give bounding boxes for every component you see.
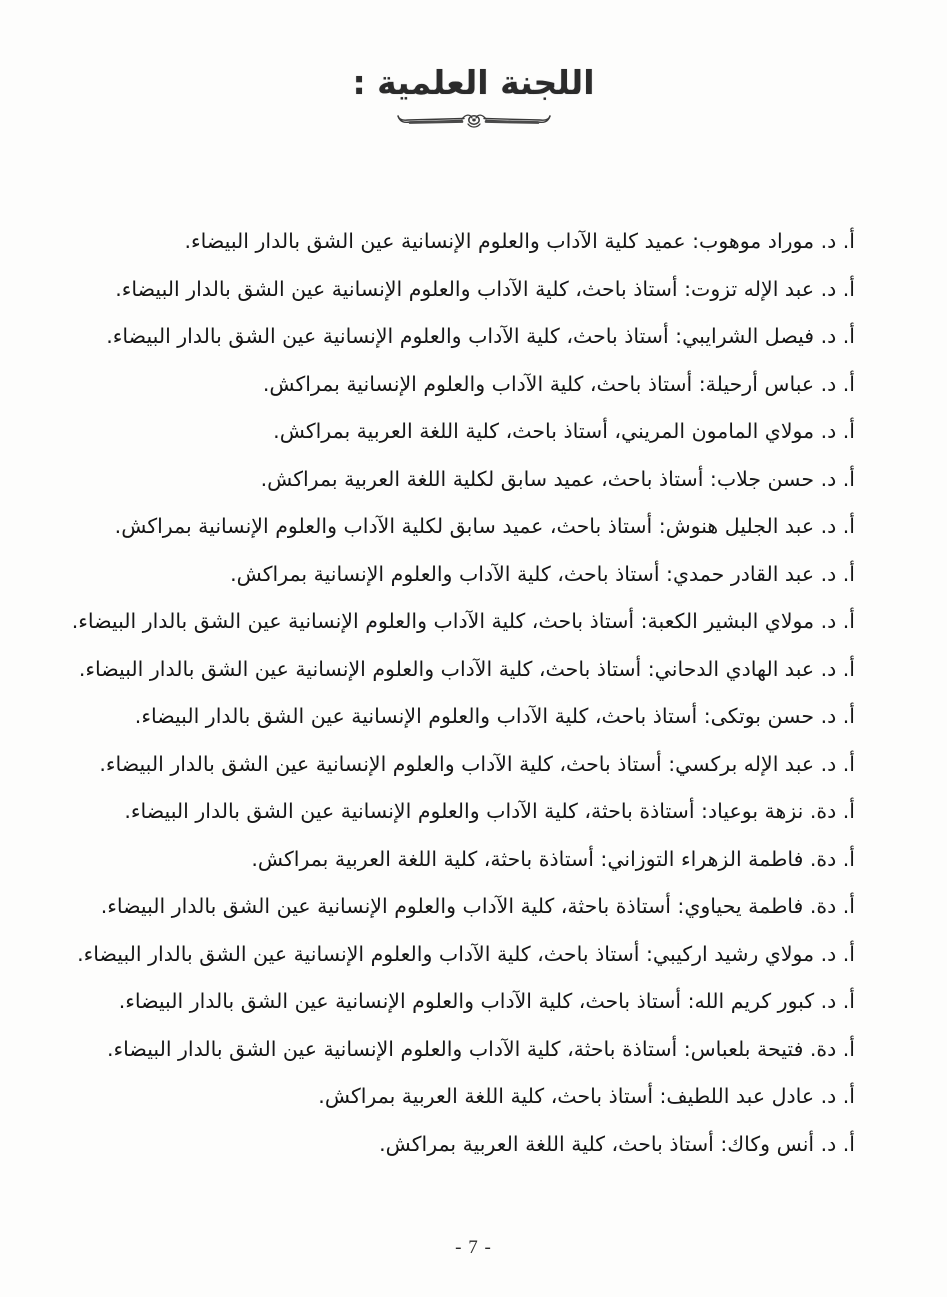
list-item: أ. د. عبد القادر حمدي: أستاذ باحث، كلية الآداب والعلوم الإنسانية بمراكش.: [230, 561, 855, 586]
list-item: أ. د. كبور كريم الله: أستاذ باحث، كلية الآداب والعلوم الإنسانية عين الشق بالدار البيضاء.: [118, 989, 855, 1013]
title-block: [0, 62, 947, 133]
list-item: أ. دة. نزهة بوعياد: أستاذة باحثة، كلية الآداب والعلوم الإنسانية عين الشق بالدار البيضاء.: [124, 799, 855, 823]
page-footer: [0, 1237, 947, 1259]
page-title: اللجنة العلمية :: [352, 63, 595, 102]
list-item: أ. د. مولاي المامون المريني، أستاذ باحث، كلية اللغة العربية بمراكش.: [273, 419, 855, 443]
list-item: أ. د. عباس أرحيلة: أستاذ باحث، كلية الآداب والعلوم الإنسانية بمراكش.: [262, 371, 855, 396]
list-item: أ. د. مولاي رشيد اركيبي: أستاذ باحث، كلية الآداب والعلوم الإنسانية عين الشق بالدار البيضاء.: [77, 941, 855, 966]
list-item: أ. دة. فاطمة يحياوي: أستاذة باحثة، كلية الآداب والعلوم الإنسانية عين الشق بالدار البيضاء.: [100, 894, 855, 918]
list-item: أ. د. حسن بوتكى: أستاذ باحث، كلية الآداب والعلوم الإنسانية عين الشق بالدار البيضاء.: [134, 704, 855, 728]
list-item: أ. د. عادل عبد اللطيف: أستاذ باحث، كلية اللغة العربية بمراكش.: [318, 1084, 855, 1108]
list-item: أ. د. مولاي البشير الكعبة: أستاذ باحث، كلية الآداب والعلوم الإنسانية عين الشق بالدار البيضاء.: [71, 609, 855, 633]
list-item: أ. د. موراد موهوب: عميد كلية الآداب والعلوم الإنسانية عين الشق بالدار البيضاء.: [184, 229, 855, 253]
list-item: أ. د. أنس وكاك: أستاذ باحث، كلية اللغة العربية بمراكش.: [379, 1131, 855, 1156]
horizontal-flourish-ornament: [390, 107, 558, 133]
list-item: أ. د. فيصل الشرايبي: أستاذ باحث، كلية الآداب والعلوم الإنسانية عين الشق بالدار البيضاء.: [106, 324, 855, 348]
page-number: - 7 -: [455, 1237, 492, 1258]
list-item: أ. د. عبد الإله بركسي: أستاذ باحث، كلية الآداب والعلوم الإنسانية عين الشق بالدار البيضاء.: [99, 751, 855, 776]
list-item: أ. دة. فتيحة بلعباس: أستاذة باحثة، كلية الآداب والعلوم الإنسانية عين الشق بالدار البيضاء.: [107, 1036, 855, 1061]
list-item: أ. د. عبد الهادي الدحاني: أستاذ باحث، كلية الآداب والعلوم الإنسانية عين الشق بالدار البيضاء.: [78, 656, 855, 681]
list-item: أ. د. عبد الإله تزوت: أستاذ باحث، كلية الآداب والعلوم الإنسانية عين الشق بالدار البيضاء.: [115, 276, 855, 301]
list-item: أ. دة. فاطمة الزهراء التوزاني: أستاذة باحثة، كلية اللغة العربية بمراكش.: [251, 846, 855, 871]
list-item: أ. د. عبد الجليل هنوش: أستاذ باحث، عميد سابق لكلية الآداب والعلوم الإنسانية بمراكش.: [114, 514, 855, 538]
list-item: أ. د. حسن جلاب: أستاذ باحث، عميد سابق لكلية اللغة العربية بمراكش.: [260, 466, 855, 491]
committee-member-list: [71, 218, 855, 1168]
